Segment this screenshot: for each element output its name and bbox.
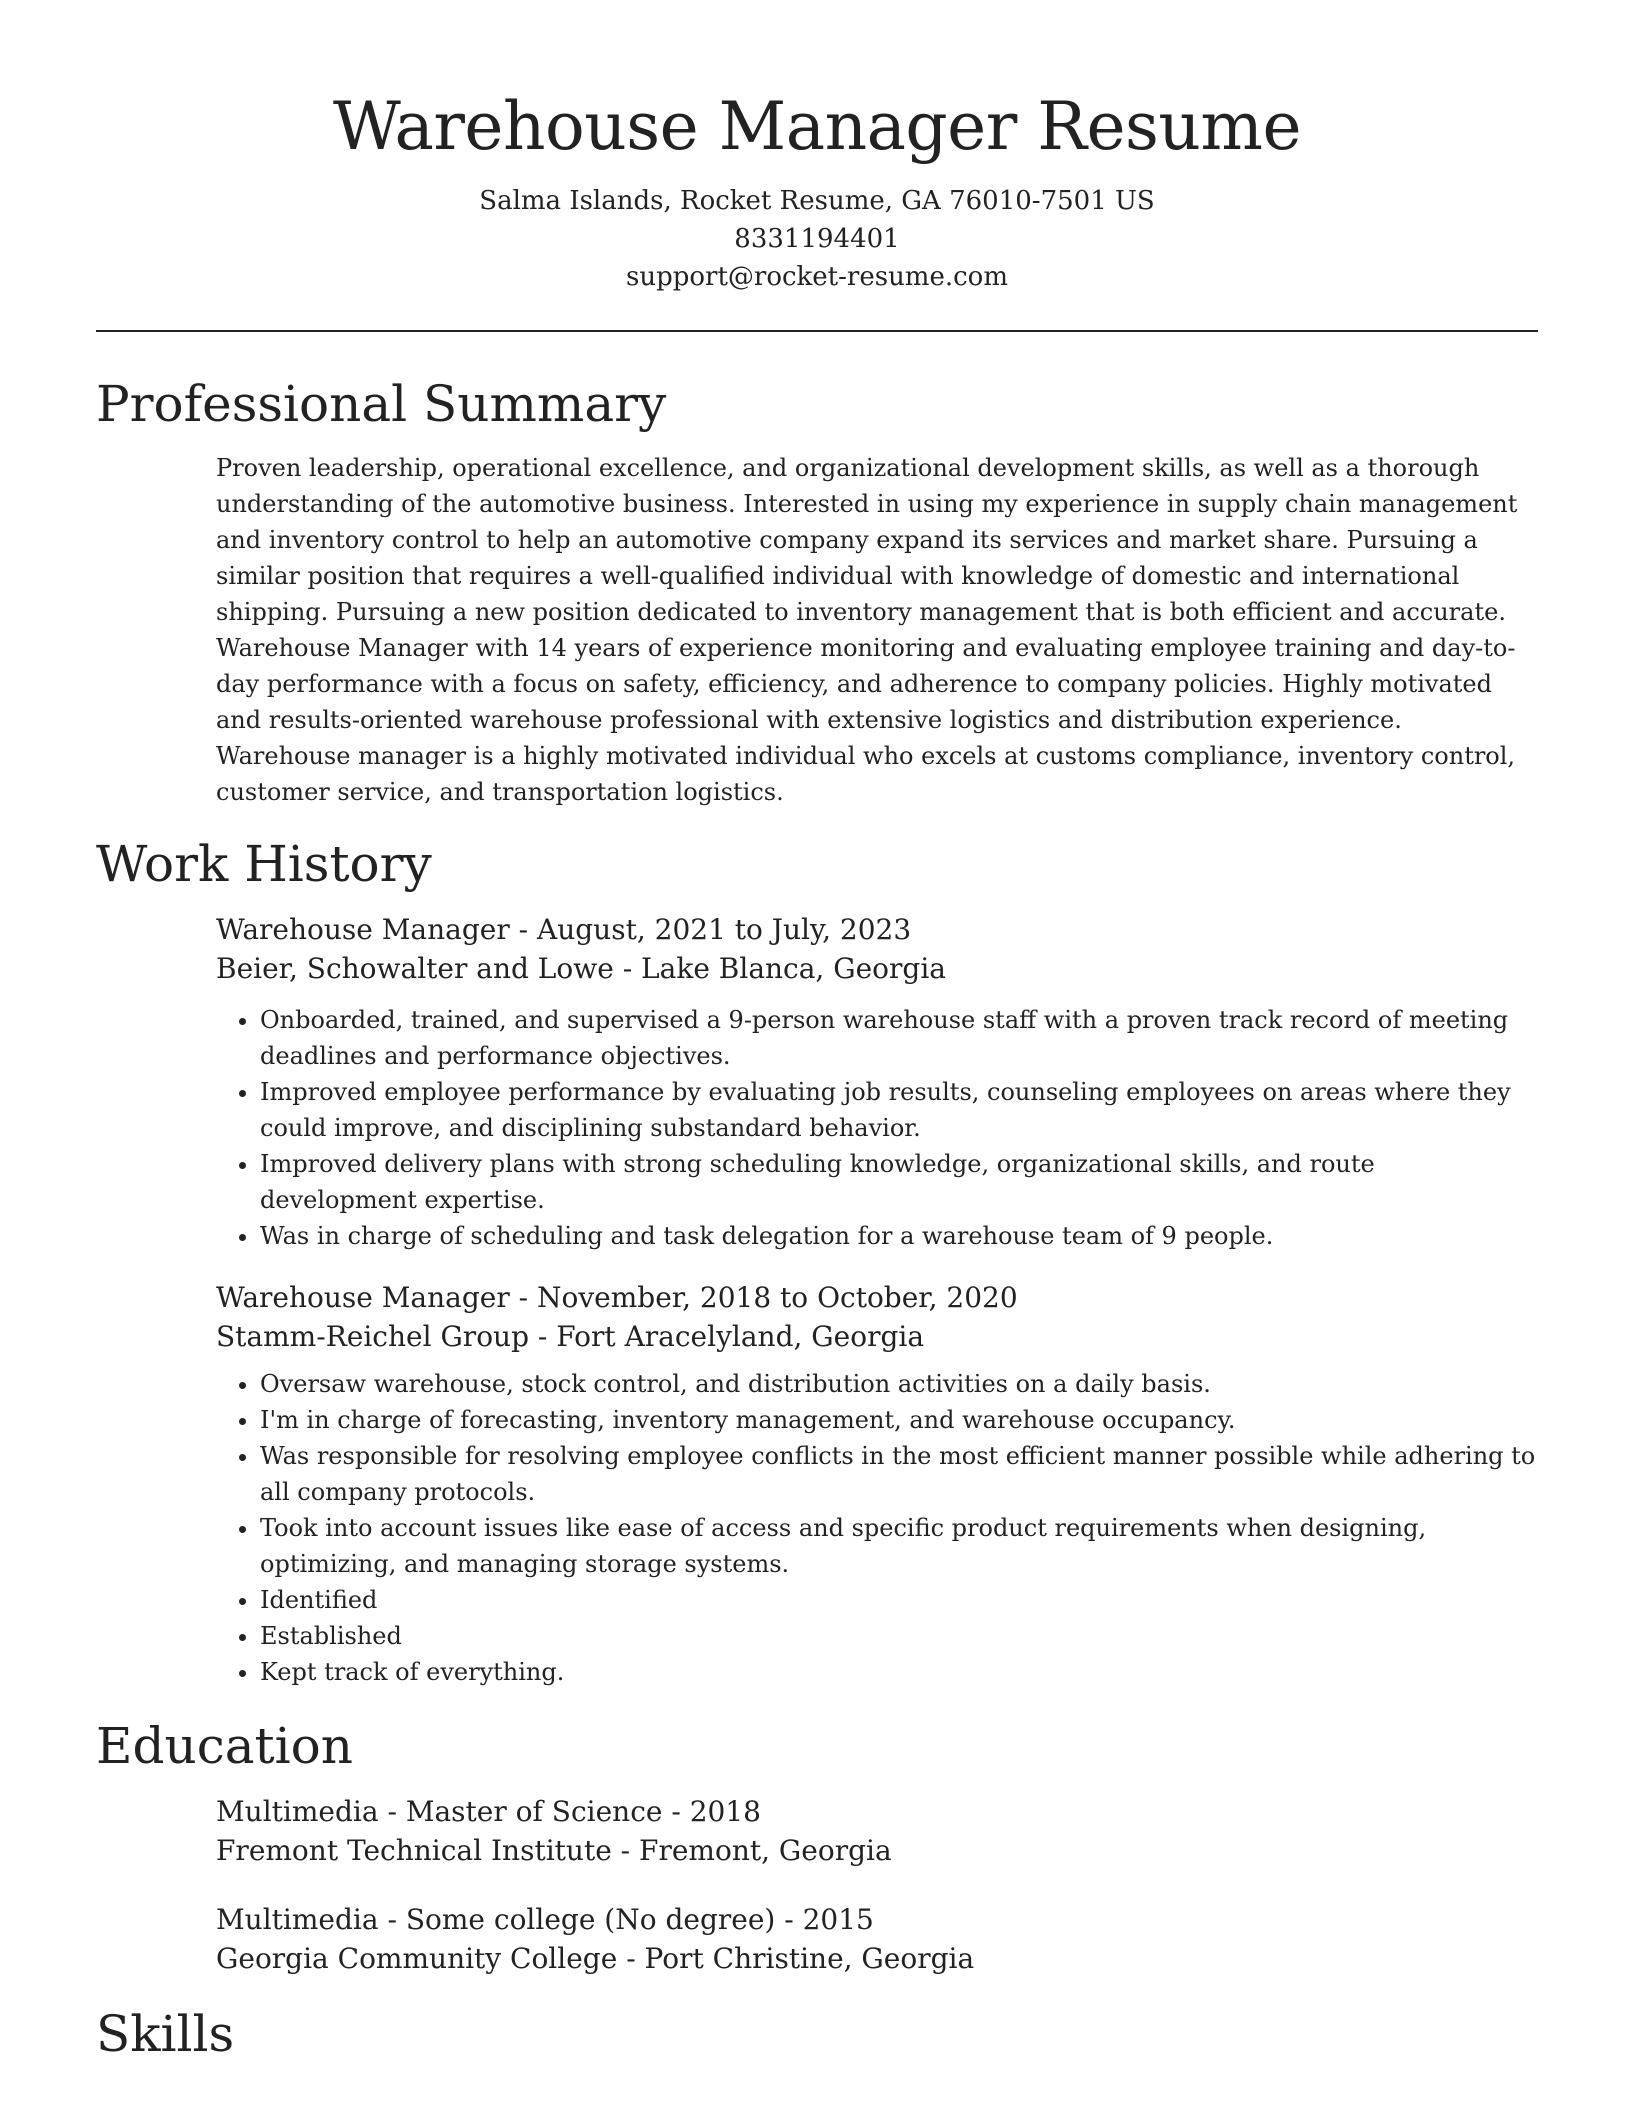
education-degree-line [216, 1900, 1538, 1939]
list-item: • Oversaw warehouse, stock control, and distribution activities on a daily basis. [260, 1366, 1538, 1402]
header-divider [96, 330, 1538, 332]
job-bullet-list [216, 1002, 1538, 1254]
contact-email: support@rocket-resume.com [625, 262, 1008, 292]
list-item: • Was responsible for resolving employee conflicts in the most efficient manner possible while adhering to all company protocols. [260, 1438, 1538, 1510]
job-company-line [216, 1317, 1538, 1356]
summary-heading: Professional Summary [96, 375, 667, 433]
list-item: • Was in charge of scheduling and task delegation for a warehouse team of 9 people. [260, 1218, 1538, 1254]
summary-section [96, 372, 1538, 810]
job-bullet-list [216, 1366, 1538, 1690]
list-item: • Kept track of everything. [260, 1654, 1538, 1690]
list-item: • Identified [260, 1582, 1538, 1618]
job-company: Stamm-Reichel Group [216, 1320, 530, 1353]
education-degree-line [216, 1792, 1538, 1831]
list-item: • Took into account issues like ease of access and specific product requirements when designing, optimizing, and managing storage systems. [260, 1510, 1538, 1582]
job-company-line [216, 949, 1538, 988]
contact-phone: 8331194401 [734, 224, 900, 254]
job-title-line [216, 910, 1538, 949]
job-location: - Lake Blanca, Georgia [613, 952, 946, 985]
list-item: • Established [260, 1618, 1538, 1654]
job-title-line [216, 1278, 1538, 1317]
job-dates: - August, 2021 to July, 2023 [509, 913, 912, 946]
education-location: - Port Christine, Georgia [617, 1942, 975, 1975]
job-dates: - November, 2018 to October, 2020 [509, 1281, 1018, 1314]
job-position: Warehouse Manager [216, 913, 510, 946]
job-position: Warehouse Manager [216, 1281, 510, 1314]
skills-heading: Skills [96, 2005, 235, 2063]
summary-text: Proven leadership, operational excellence, and organizational development skills, as well as a thorough understanding of the automotive business. Interested in using my experience in supply chain management and inventory control to help an automotive company expand its services and market share. Pursuing a similar position that requires a well-qualified individual with knowledge of domestic and international shipping. Pursuing a new position dedicated to inventory management that is both efficient and accurate. Warehouse Manager with 14 years of experience monitoring and evaluating employee training and day-to-day performance with a focus on safety, efficiency, and adherence to company policies. Highly motivated and results-oriented warehouse professional with extensive logistics and distribution experience. Warehouse manager is a highly motivated individual who excels at customs compliance, inventory control, customer service, and transportation logistics. [216, 454, 1518, 806]
education-year: - 2018 [662, 1795, 761, 1828]
education-section [96, 1714, 1538, 1978]
education-location: - Fremont, Georgia [611, 1834, 892, 1867]
education-degree: Multimedia - Master of Science [216, 1795, 663, 1828]
work-history-section [96, 832, 1538, 1690]
skills-section [96, 2002, 1538, 2066]
education-entry [216, 1792, 1538, 1870]
education-heading: Education [96, 1717, 353, 1775]
contact-block [96, 182, 1538, 296]
education-school-line [216, 1831, 1538, 1870]
list-item: • I'm in charge of forecasting, inventory management, and warehouse occupancy. [260, 1402, 1538, 1438]
job-entry [216, 1278, 1538, 1690]
contact-address: Salma Islands, Rocket Resume, GA 76010-7501 US [479, 186, 1155, 216]
education-degree: Multimedia - Some college (No degree) [216, 1903, 776, 1936]
job-company: Beier, Schowalter and Lowe [216, 952, 614, 985]
list-item: • Improved delivery plans with strong scheduling knowledge, organizational skills, and route development expertise. [260, 1146, 1538, 1218]
education-year: - 2015 [775, 1903, 874, 1936]
education-school: Fremont Technical Institute [216, 1834, 612, 1867]
job-location: - Fort Aracelyland, Georgia [529, 1320, 925, 1353]
education-entry [216, 1900, 1538, 1978]
education-school-line [216, 1939, 1538, 1978]
resume-page [96, 0, 1538, 2066]
education-school: Georgia Community College [216, 1942, 618, 1975]
resume-title: Warehouse Manager Resume [332, 88, 1302, 165]
work-history-heading: Work History [96, 835, 432, 893]
list-item: • Improved employee performance by evaluating job results, counseling employees on areas where they could improve, and disciplining substandard behavior. [260, 1074, 1538, 1146]
resume-header [96, 0, 1538, 296]
job-entry [216, 910, 1538, 1254]
list-item: • Onboarded, trained, and supervised a 9-person warehouse staff with a proven track record of meeting deadlines and performance objectives. [260, 1002, 1538, 1074]
